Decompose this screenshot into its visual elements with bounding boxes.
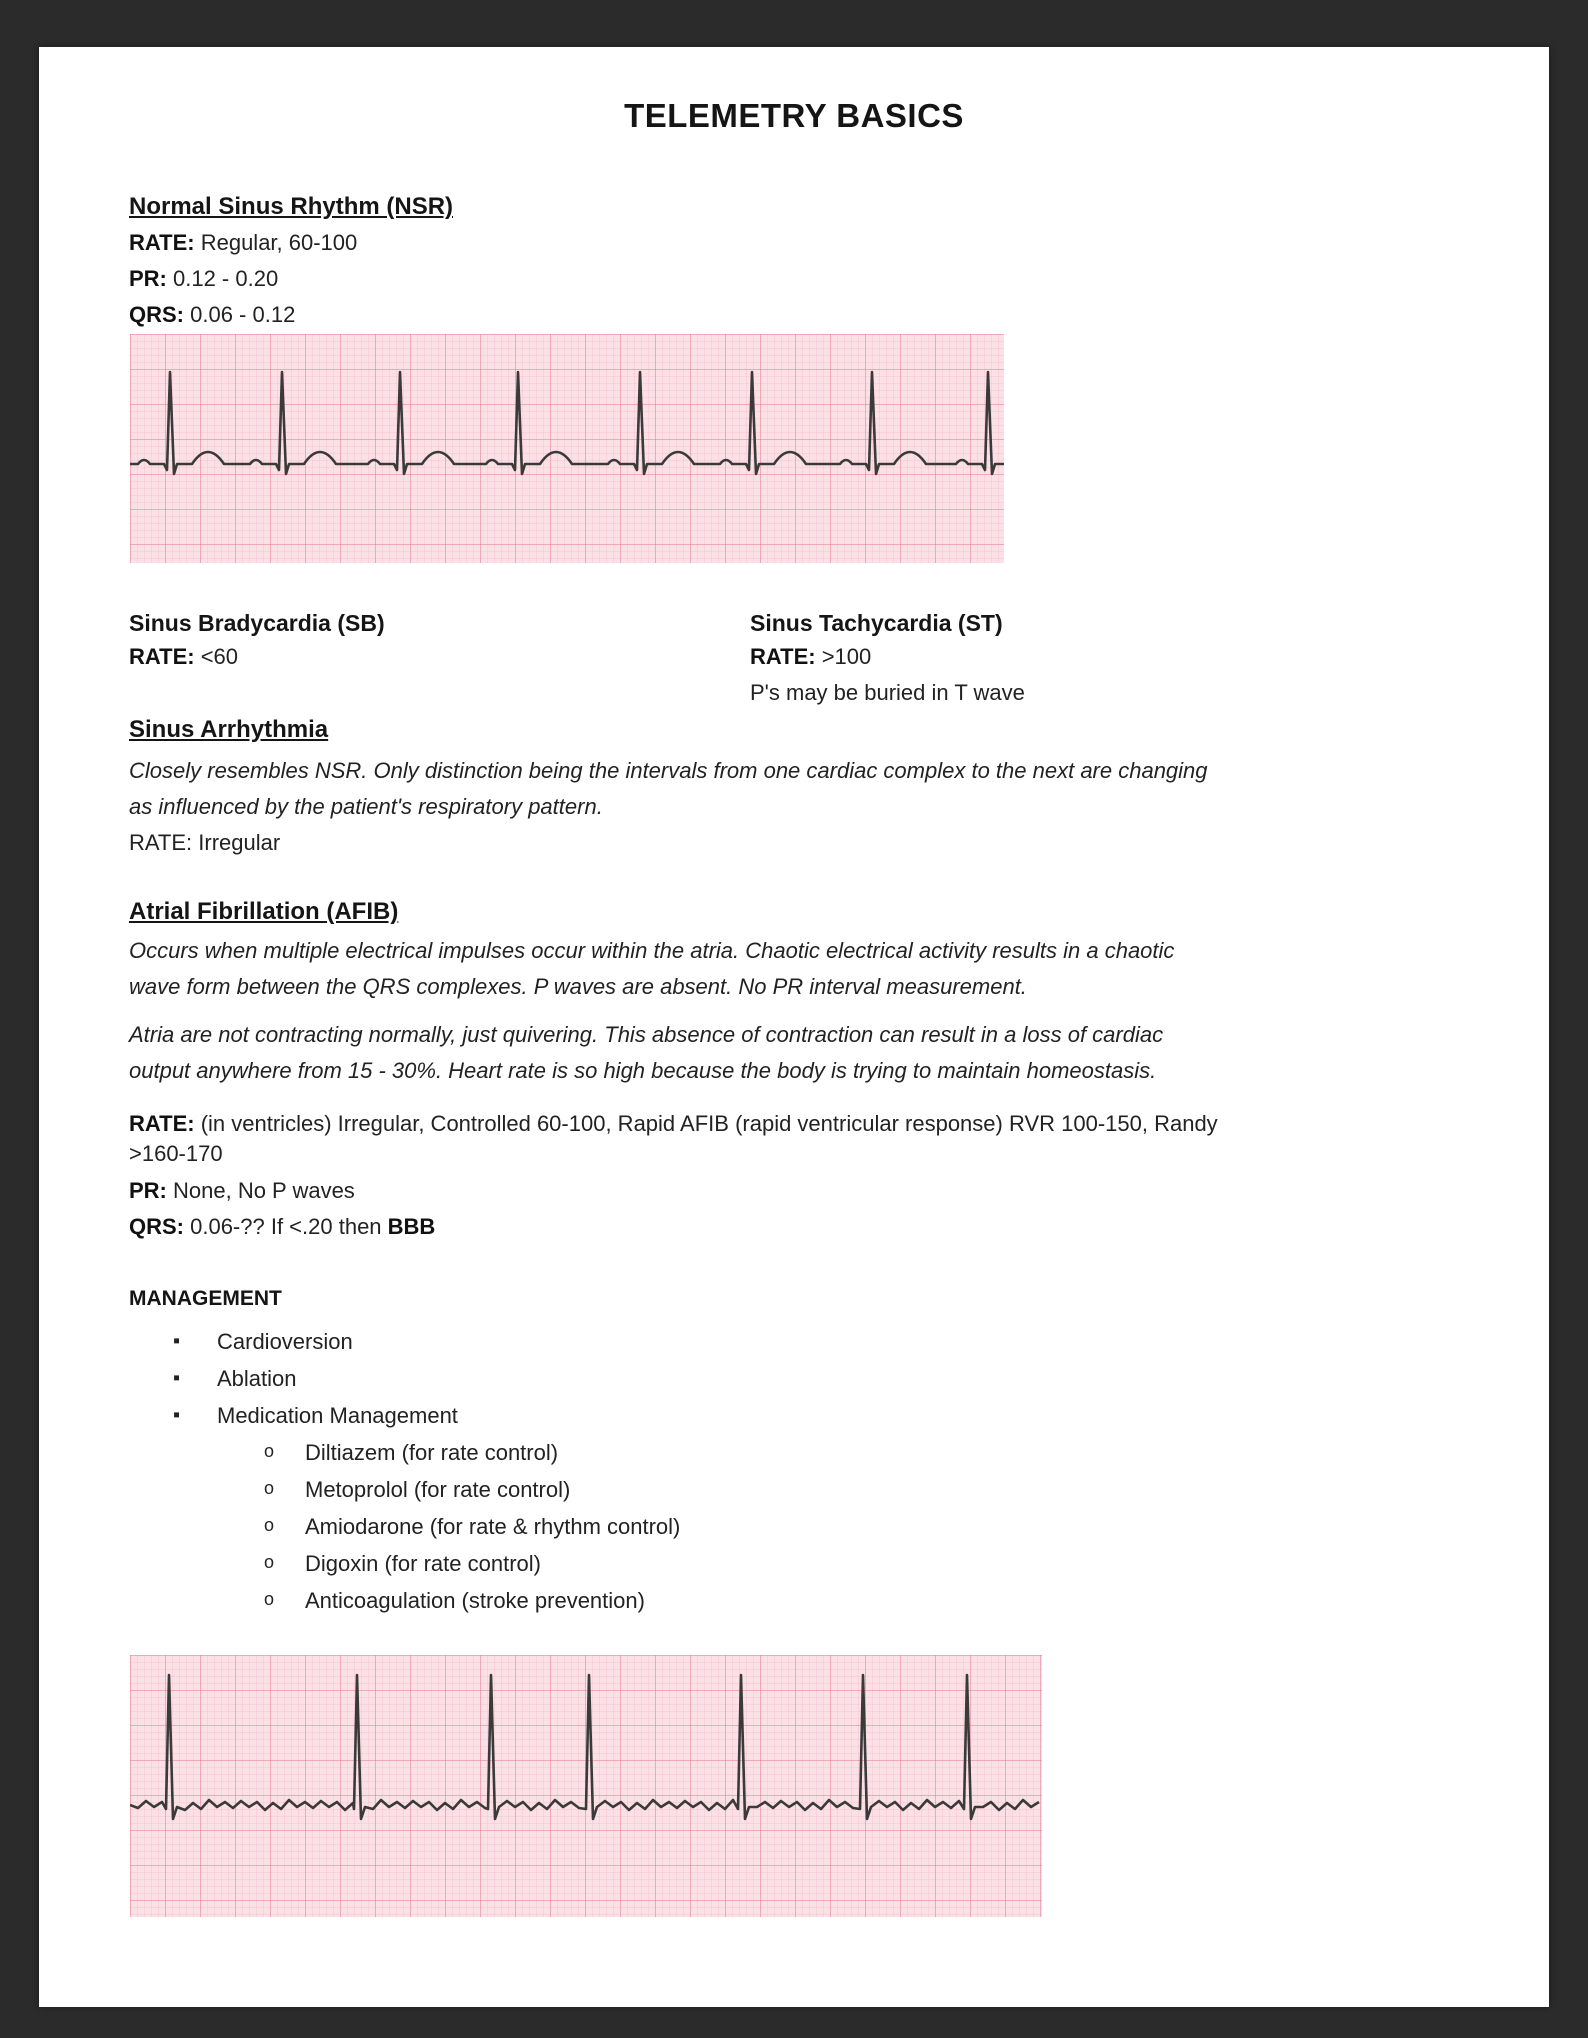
sa-description-line1: Closely resembles NSR. Only distinction being the intervals from one cardiac complex to the next are changing bbox=[129, 758, 1208, 783]
management-item-ablation: ▪ Ablation bbox=[129, 1360, 1029, 1397]
sa-rate: RATE: Irregular bbox=[129, 830, 281, 855]
management-item-cardioversion: ▪ Cardioversion bbox=[129, 1323, 1029, 1360]
management-item-medication bbox=[129, 1397, 1029, 1434]
document-page bbox=[39, 47, 1549, 2007]
med-item-metoprolol: o Metoprolol (for rate control) bbox=[129, 1471, 1029, 1508]
med-item-diltiazem: o Diltiazem (for rate control) bbox=[129, 1434, 1029, 1471]
sb-rate bbox=[129, 639, 238, 675]
nsr-ecg-trace bbox=[130, 334, 1004, 563]
afib-qrs-bbb: BBB bbox=[387, 1214, 436, 1239]
st-rate-value: >100 bbox=[815, 644, 872, 669]
med-item-anticoagulation: o Anticoagulation (stroke prevention) bbox=[129, 1582, 1029, 1619]
nsr-qrs-label: QRS: bbox=[129, 302, 184, 327]
med-item-amiodarone: o Amiodarone (for rate & rhythm control) bbox=[129, 1508, 1029, 1545]
afib-paragraph2-line1: Atria are not contracting normally, just quivering. This absence of contraction can result in a loss of cardiac bbox=[129, 1022, 1164, 1047]
afib-ecg-trace bbox=[130, 1655, 1042, 1917]
afib-paragraph2-line2: output anywhere from 15 - 30%. Heart rate is so high because the body is trying to maintain homeostasis. bbox=[129, 1058, 1157, 1083]
afib-paragraph1-line2: wave form between the QRS complexes. P waves are absent. No PR interval measurement. bbox=[129, 974, 1027, 999]
afib-pr bbox=[129, 1173, 355, 1209]
sb-heading: Sinus Bradycardia (SB) bbox=[129, 610, 385, 636]
nsr-pr-label: PR: bbox=[129, 266, 167, 291]
nsr-qrs-value: 0.06 - 0.12 bbox=[184, 302, 296, 327]
sa-heading: Sinus Arrhythmia bbox=[129, 716, 329, 743]
afib-ecg-strip bbox=[130, 1655, 1042, 1917]
sb-rate-value: <60 bbox=[194, 644, 239, 669]
nsr-heading: Normal Sinus Rhythm (NSR) bbox=[129, 193, 454, 220]
afib-rate-value-line1: (in ventricles) Irregular, Controlled 60-100, Rapid AFIB (rapid ventricular response) RVR 100-150, Randy bbox=[194, 1111, 1218, 1136]
afib-rate-line1 bbox=[129, 1106, 1218, 1142]
st-rate bbox=[750, 639, 871, 675]
nsr-pr-value: 0.12 - 0.20 bbox=[166, 266, 279, 291]
med-item-digoxin: o Digoxin (for rate control) bbox=[129, 1545, 1029, 1582]
afib-qrs bbox=[129, 1209, 435, 1245]
page-title: TELEMETRY BASICS bbox=[624, 97, 964, 134]
nsr-rate-value: Regular, 60-100 bbox=[194, 230, 358, 255]
management-heading: MANAGEMENT bbox=[129, 1287, 282, 1310]
nsr-rate bbox=[129, 225, 357, 261]
afib-rate-label: RATE: bbox=[129, 1111, 195, 1136]
st-heading: Sinus Tachycardia (ST) bbox=[750, 610, 1003, 636]
afib-heading: Atrial Fibrillation (AFIB) bbox=[129, 898, 399, 925]
afib-qrs-label: QRS: bbox=[129, 1214, 184, 1239]
afib-pr-value: None, No P waves bbox=[166, 1178, 355, 1203]
nsr-ecg-strip bbox=[130, 334, 1004, 563]
st-note: P's may be buried in T wave bbox=[750, 680, 1025, 705]
nsr-pr bbox=[129, 261, 278, 297]
nsr-rate-label: RATE: bbox=[129, 230, 195, 255]
management-list bbox=[129, 1323, 1029, 1619]
sa-description-line2: as influenced by the patient's respiratory pattern. bbox=[129, 794, 603, 819]
afib-rate-line2: >160-170 bbox=[129, 1141, 223, 1166]
sb-rate-label: RATE: bbox=[129, 644, 195, 669]
management-item-medication-label: Medication Management bbox=[217, 1403, 458, 1428]
afib-pr-label: PR: bbox=[129, 1178, 167, 1203]
afib-paragraph1-line1: Occurs when multiple electrical impulses occur within the atria. Chaotic electrical activity results in a chaotic bbox=[129, 938, 1175, 963]
st-rate-label: RATE: bbox=[750, 644, 816, 669]
afib-qrs-value: 0.06-?? If <.20 then bbox=[184, 1214, 388, 1239]
nsr-qrs bbox=[129, 297, 295, 333]
